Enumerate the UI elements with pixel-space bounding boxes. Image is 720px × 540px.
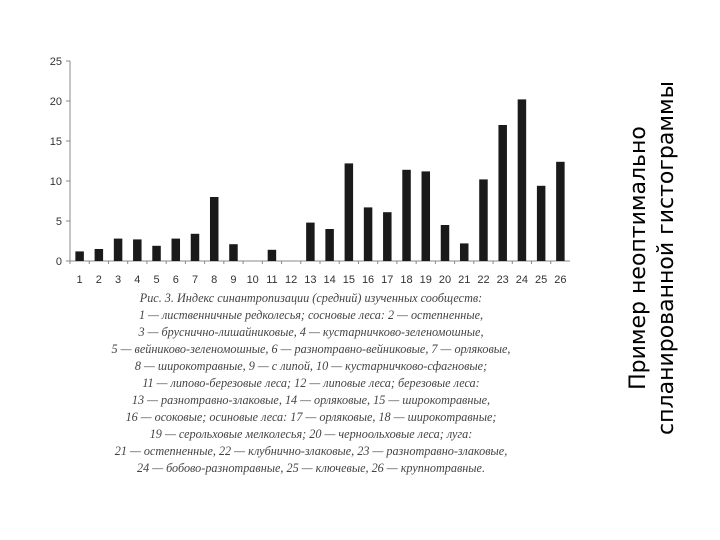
bar-3 (114, 239, 123, 261)
x-tick-label: 2 (95, 274, 102, 286)
bar-18 (402, 170, 411, 261)
x-tick-label: 12 (285, 274, 298, 286)
bar-14 (325, 229, 334, 261)
x-tick-label: 18 (400, 274, 413, 286)
bar-11 (268, 250, 277, 261)
caption-line: 1 — лиственничные редколесья; сосновые леса: 2 — остепненные, (138, 308, 484, 322)
caption-line: Рис. 3. Индекс синантропизации (средний) изученных сообществ: (139, 291, 483, 305)
x-tick-label: 11 (266, 274, 278, 286)
x-tick-label: 21 (458, 274, 471, 286)
caption-line: 11 — липово-березовые леса; 12 — липовые леса; березовые леса: (142, 376, 480, 390)
bar-series (75, 99, 564, 261)
bar-23 (498, 125, 507, 261)
bar-17 (383, 212, 392, 261)
x-tick-label: 24 (515, 274, 529, 286)
x-tick-label: 20 (438, 274, 452, 286)
x-tick-label: 15 (342, 274, 355, 286)
bar-4 (133, 239, 142, 261)
bar-2 (95, 249, 104, 261)
bar-1 (75, 251, 84, 261)
x-tick-label: 9 (230, 274, 237, 286)
bar-20 (441, 225, 450, 261)
y-tick-label: 0 (55, 256, 62, 268)
x-tick-label: 10 (246, 274, 259, 286)
bar-6 (172, 239, 181, 261)
x-tick-label: 25 (535, 274, 548, 286)
x-tick-label: 26 (554, 274, 567, 286)
x-tick-label: 19 (419, 274, 432, 286)
x-tick-label: 22 (477, 274, 490, 286)
x-tick-label: 4 (134, 274, 141, 286)
x-tick-label: 6 (172, 274, 179, 286)
slide-title-line-1: Пример неоптимально (626, 125, 651, 390)
bar-22 (479, 179, 488, 261)
figure-caption (28, 290, 594, 477)
bar-8 (210, 197, 219, 261)
bar-15 (345, 163, 354, 261)
bar-9 (229, 244, 238, 261)
bar-chart (0, 0, 600, 295)
slide-title-line-2: спланированной гистограммы (654, 80, 679, 435)
x-tick-label: 8 (211, 274, 218, 286)
x-axis (70, 261, 570, 286)
slide-title (608, 30, 698, 485)
x-tick-label: 23 (496, 274, 509, 286)
caption-line: 5 — вейниково-зеленомошные, 6 — разнотравно-вейниковые, 7 — орляковые, (111, 342, 511, 356)
y-axis (50, 56, 70, 268)
bar-5 (152, 246, 161, 261)
bar-24 (518, 99, 527, 261)
caption-line: 24 — бобово-разнотравные, 25 — ключевые, 26 — крупнотравные. (136, 461, 486, 475)
bar-7 (191, 234, 200, 261)
caption-line: 8 — широкотравные, 9 — с липой, 10 — кустарничково-сфагновые; (134, 359, 488, 373)
y-tick-label: 15 (49, 136, 62, 148)
bar-25 (537, 186, 546, 261)
caption-line: 19 — серольховые мелколесья; 20 — черноольховые леса; луга: (149, 427, 473, 441)
x-tick-label: 3 (115, 274, 122, 286)
caption-line: 3 — бруснично-лишайниковые, 4 — кустарничково-зеленомошные, (138, 325, 484, 339)
bar-19 (422, 171, 431, 261)
y-tick-label: 25 (49, 56, 62, 68)
caption-line: 13 — разнотравно-злаковые, 14 — орляковые, 15 — широкотравные, (131, 393, 491, 407)
x-tick-label: 17 (381, 274, 394, 286)
bar-13 (306, 223, 315, 261)
y-tick-label: 20 (49, 96, 62, 108)
x-tick-label: 13 (304, 274, 317, 286)
bar-26 (556, 162, 565, 261)
x-tick-label: 7 (191, 274, 199, 286)
y-tick-label: 10 (49, 176, 62, 188)
x-tick-label: 5 (153, 274, 160, 286)
y-tick-label: 5 (55, 216, 62, 228)
caption-line: 21 — остепненные, 22 — клубнично-злаковые, 23 — разнотравно-злаковые, (114, 444, 508, 458)
bar-21 (460, 243, 469, 261)
x-tick-label: 14 (323, 274, 336, 286)
x-tick-label: 16 (361, 274, 375, 286)
bar-16 (364, 207, 373, 261)
caption-line: 16 — осоковые; осиновые леса: 17 — орляковые, 18 — широкотравные; (125, 410, 497, 424)
x-tick-label: 1 (76, 274, 83, 286)
